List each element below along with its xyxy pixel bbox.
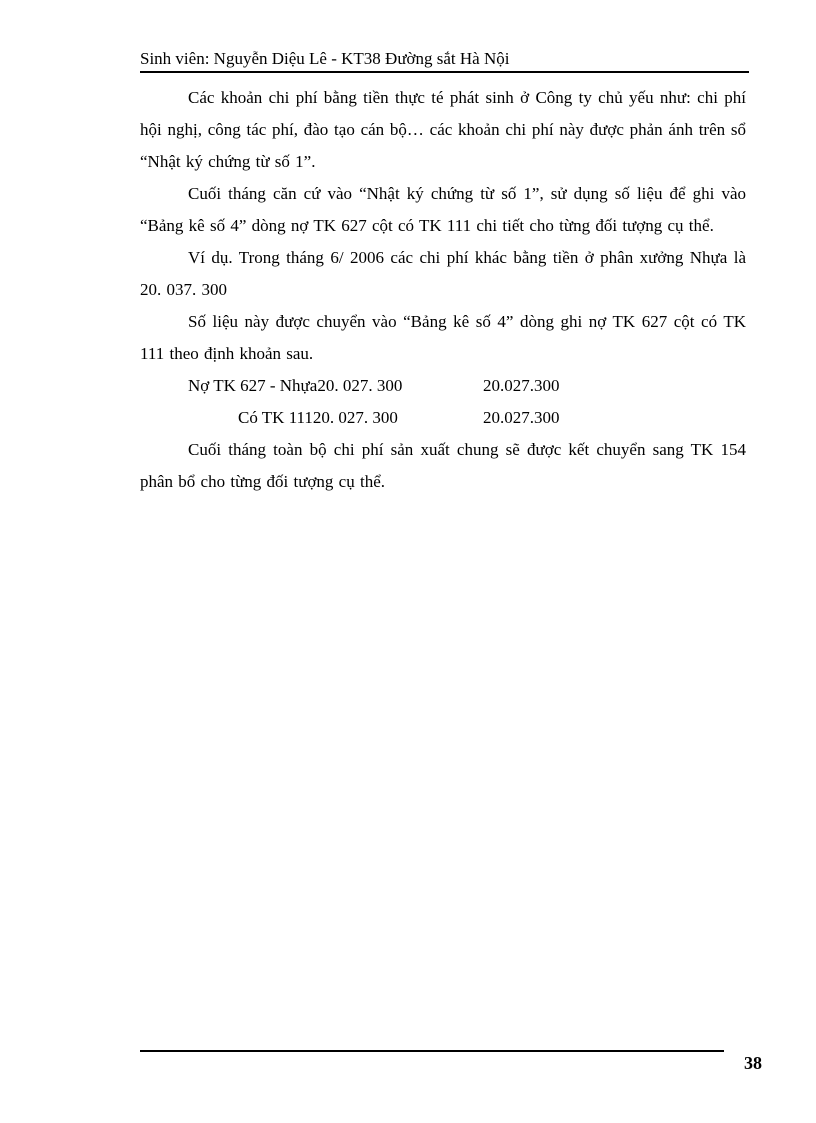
paragraph: Cuối tháng toàn bộ chi phí sản xuất chung sẽ được kết chuyển sang TK 154 phân bổ cho từng đối tượng cụ thể. xyxy=(140,440,746,491)
journal-entry-credit xyxy=(140,402,746,434)
paragraph: Số liệu này được chuyển vào “Bảng kê số 4” dòng ghi nợ TK 627 cột có TK 111 theo định khoản sau. xyxy=(140,312,746,363)
entry-label: Có TK 11120. 027. 300 xyxy=(238,408,398,427)
paragraph: Các khoản chi phí bằng tiền thực té phát sinh ở Công ty chủ yếu như: chi phí hội nghị, công tác phí, đào tạo cán bộ… các khoản chi phí này được phản ánh trên sổ “Nhật ký chứng từ số 1”. xyxy=(140,88,746,171)
running-header: Sinh viên: Nguyễn Diệu Lê - KT38 Đường sắt Hà Nội xyxy=(140,49,510,68)
page-number: 38 xyxy=(744,1053,762,1073)
entry-amount: 20.027.300 xyxy=(483,376,560,395)
header-rule xyxy=(140,71,749,73)
footer-rule xyxy=(140,1050,724,1052)
paragraph: Ví dụ. Trong tháng 6/ 2006 các chi phí khác bằng tiền ở phân xưởng Nhựa là 20. 037. 300 xyxy=(140,248,746,299)
paragraph: Cuối tháng căn cứ vào “Nhật ký chứng từ số 1”, sử dụng số liệu để ghi vào “Bảng kê số 4” dòng nợ TK 627 cột có TK 111 chi tiết cho từng đối tượng cụ thể. xyxy=(140,184,746,235)
entry-label: Nợ TK 627 - Nhựa20. 027. 300 xyxy=(188,376,403,395)
body-text xyxy=(140,82,746,498)
entry-amount: 20.027.300 xyxy=(483,408,560,427)
journal-entry-debit xyxy=(140,370,746,402)
